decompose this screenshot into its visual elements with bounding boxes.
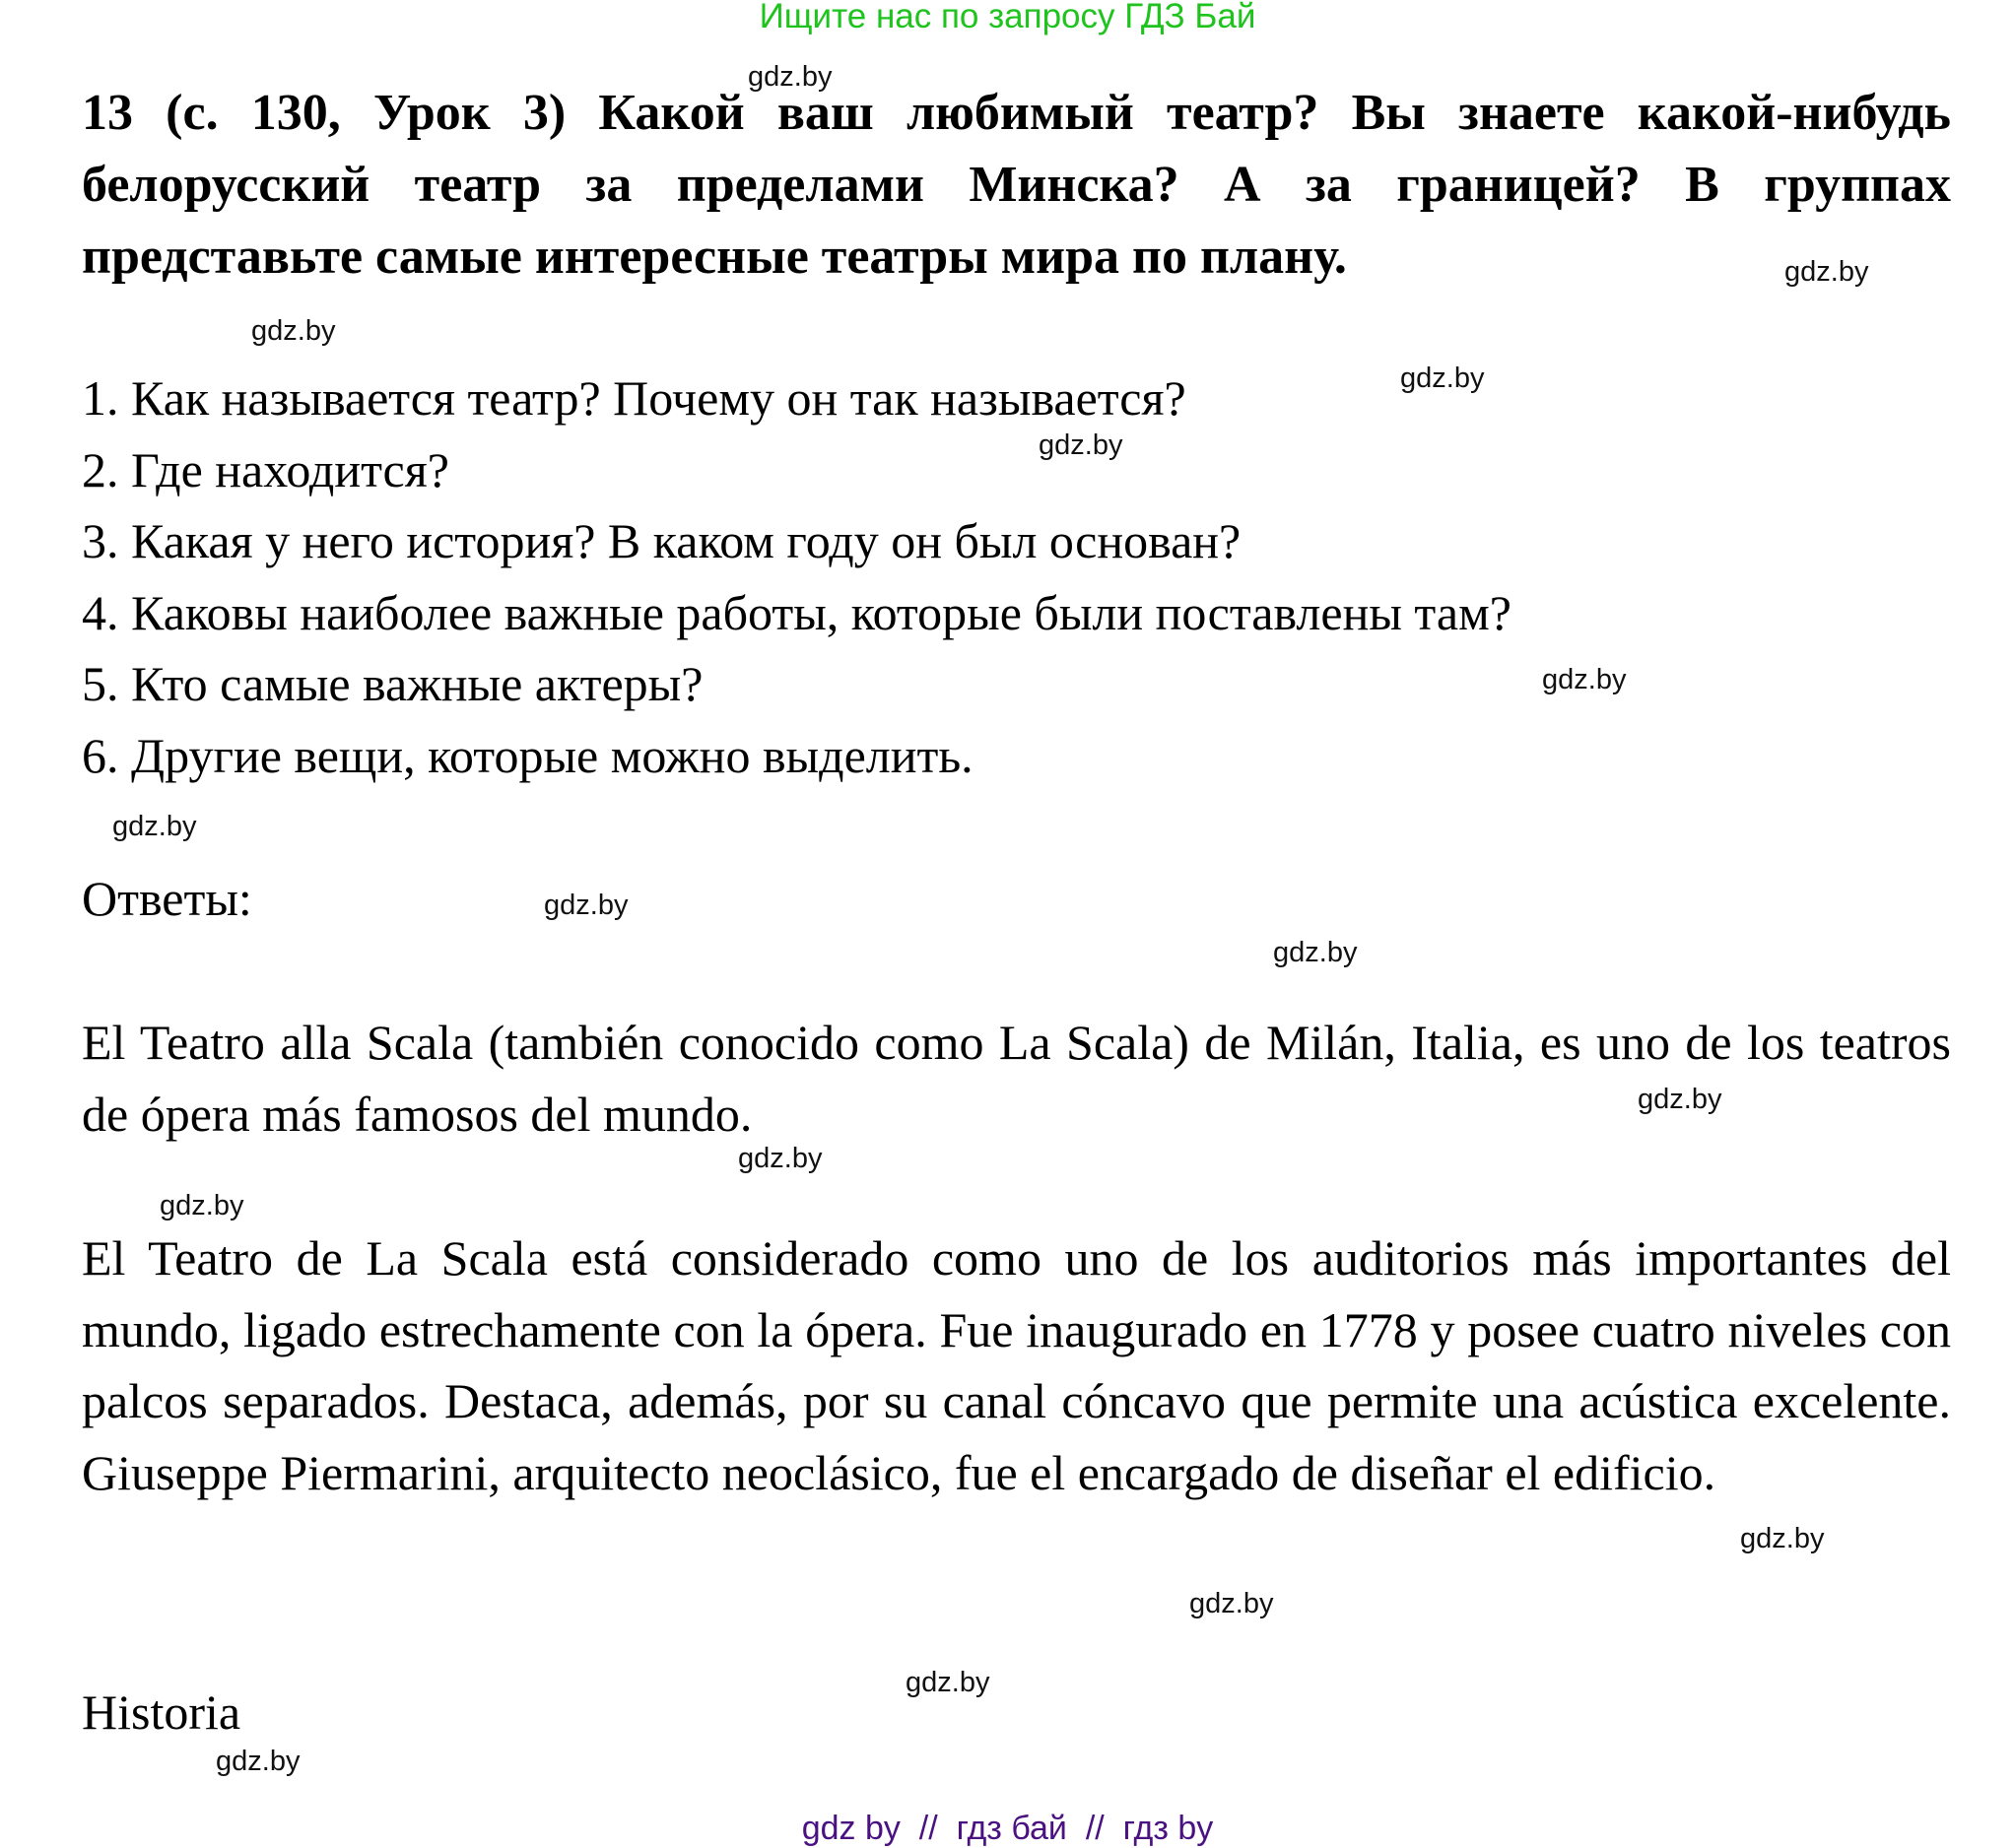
plan-item: 6. Другие вещи, которые можно выделить. <box>82 727 974 783</box>
watermark: gdz.by <box>748 61 833 93</box>
answers-label: Ответы: <box>82 871 252 926</box>
watermark: gdz.by <box>1189 1588 1274 1619</box>
watermark: gdz.by <box>738 1143 823 1174</box>
watermark: gdz.by <box>216 1746 301 1777</box>
watermark: gdz.by <box>1039 429 1123 461</box>
watermark: gdz.by <box>1273 937 1358 968</box>
watermark: gdz.by <box>1400 363 1485 394</box>
watermark: gdz.by <box>544 890 629 921</box>
plan-item: 1. Как называется театр? Почему он так называется? <box>82 370 1186 426</box>
watermark: gdz.by <box>1740 1523 1825 1554</box>
answer-paragraph-1: El Teatro alla Scala (también conocido como La Scala) de Milán, Italia, es uno de los teatros de ópera más famosos del mundo. <box>82 1015 1951 1142</box>
search-banner: Ищите нас по запросу ГДЗ Бай <box>759 0 1256 35</box>
watermark: gdz.by <box>112 811 197 842</box>
plan-item: 2. Где находится? <box>82 441 449 497</box>
plan-item: 4. Каковы наиболее важные работы, которые были поставлены там? <box>82 584 1511 640</box>
task-title: 13 (с. 130, Урок 3) Какой ваш любимый театр? Вы знаете какой-нибудь белорусский театр за пределами Минска? А за границей? В группах представьте самые интересные театры мира по плану. <box>82 85 1951 285</box>
watermark: gdz.by <box>906 1667 990 1698</box>
watermark: gdz.by <box>1638 1084 1722 1115</box>
watermark: gdz.by <box>160 1190 244 1221</box>
watermark: gdz.by <box>1542 664 1627 695</box>
plan-item: 3. Какая у него история? В каком году он был основан? <box>82 513 1242 568</box>
plan-list <box>82 363 1954 791</box>
section-heading-historia: Historia <box>82 1684 241 1740</box>
footer-links: gdz by // гдз бай // гдз by <box>801 1810 1214 1847</box>
watermark: gdz.by <box>1784 256 1869 288</box>
watermark: gdz.by <box>251 315 336 347</box>
plan-item: 5. Кто самые важные актеры? <box>82 656 704 711</box>
answer-paragraph-2: El Teatro de La Scala está considerado como uno de los auditorios más importantes del mundo, ligado estrechamente con la ópera. Fue inaugurado en 1778 y posee cuatro niveles con palcos separados. Destaca, además, por su canal cóncavo que permite una acústica excelente. Giuseppe Piermarini, arquitecto neoclásico, fue el encargado de diseñar el edificio. <box>82 1230 1951 1500</box>
